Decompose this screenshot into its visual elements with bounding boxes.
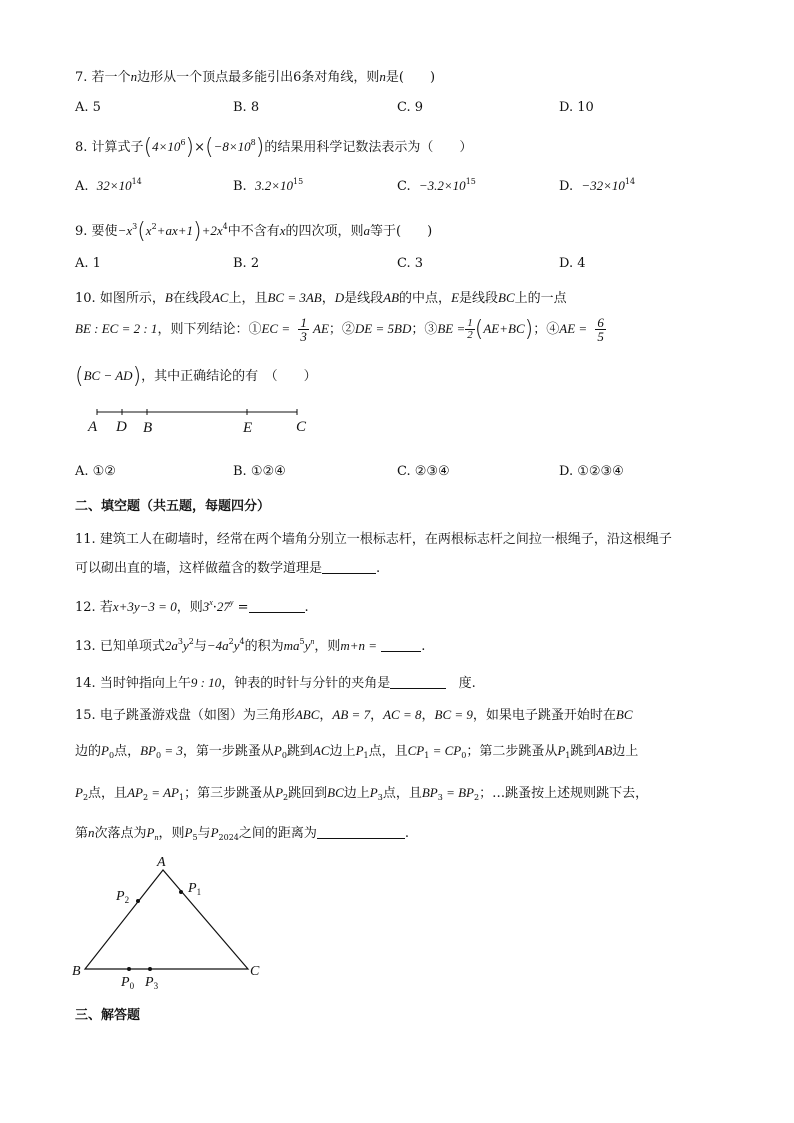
option-value: 3.2×10 bbox=[254, 178, 293, 193]
numerator: 1 bbox=[300, 315, 307, 330]
point-p1: P bbox=[557, 743, 566, 758]
question-text: 当时钟指向上午 bbox=[99, 676, 191, 691]
q8-option-c[interactable] bbox=[397, 178, 476, 194]
answer-blank[interactable] bbox=[322, 561, 376, 574]
point-p2-dot bbox=[136, 899, 140, 903]
question-text: 之间的距离为 bbox=[238, 826, 317, 841]
question-7 bbox=[75, 66, 435, 85]
question-text: ；④ bbox=[533, 322, 560, 337]
question-text: 点，且 bbox=[368, 744, 408, 759]
open-paren: ( bbox=[205, 135, 214, 160]
triangle-diagram bbox=[60, 850, 280, 990]
label-c: C bbox=[296, 419, 307, 435]
label-a: A bbox=[88, 419, 98, 435]
math-expr: +2x bbox=[201, 223, 223, 238]
dot-operator: · bbox=[212, 600, 217, 615]
factor-left: 4×10 bbox=[152, 139, 181, 154]
monomial: ma bbox=[283, 638, 300, 653]
question-text: ， bbox=[319, 708, 333, 723]
question-text: 是线段 bbox=[459, 291, 499, 306]
q7-option-b[interactable]: B. 8 bbox=[233, 100, 260, 115]
question-text: ， bbox=[321, 291, 335, 306]
question-text: 与 bbox=[197, 826, 211, 841]
label-a: A bbox=[157, 855, 166, 870]
question-text: 可以砌出直的墙，这样做蕴含的数学道理是 bbox=[75, 561, 323, 576]
equation: BC = 3AB bbox=[267, 290, 322, 305]
answer-blank[interactable] bbox=[249, 600, 305, 613]
question-text: 的中点， bbox=[399, 291, 452, 306]
variable-n: n bbox=[88, 825, 95, 840]
equation: BC = 9 bbox=[434, 707, 473, 722]
label-e: E bbox=[243, 420, 253, 436]
label-p1 bbox=[187, 881, 201, 897]
question-text: 点，且 bbox=[88, 786, 128, 801]
exponent: x bbox=[209, 598, 213, 607]
question-10-line-2 bbox=[75, 316, 606, 343]
option-value: 32×10 bbox=[96, 178, 132, 193]
close-paren: ) bbox=[132, 364, 142, 389]
expression: m+n = bbox=[340, 638, 378, 653]
question-text: ， bbox=[421, 708, 435, 723]
section-heading-answer: 三、解答题 bbox=[75, 1008, 141, 1023]
question-number: 13. bbox=[75, 639, 96, 654]
q9-option-a[interactable]: A. 1 bbox=[75, 256, 101, 271]
conclusion-4: AE = bbox=[559, 321, 588, 336]
equation: = AP bbox=[148, 785, 179, 800]
question-text: 跳回到 bbox=[288, 786, 328, 801]
question-text: 度. bbox=[458, 676, 476, 691]
conclusion-3: AE+BC bbox=[483, 321, 525, 336]
exponent: n bbox=[310, 637, 315, 646]
point-p5: P bbox=[184, 825, 193, 840]
equation: BP bbox=[140, 743, 156, 758]
times-sign: × bbox=[194, 140, 206, 155]
segment-bc: BC bbox=[615, 707, 633, 722]
subscript: 0 bbox=[461, 751, 467, 760]
exponent: 14 bbox=[131, 177, 142, 186]
question-text: 是( ) bbox=[385, 70, 436, 85]
close-paren: ) bbox=[524, 317, 534, 342]
question-text: ；第三步跳蚤从 bbox=[184, 786, 276, 801]
conclusion-1: EC = bbox=[261, 321, 291, 336]
question-15-line-3 bbox=[75, 782, 648, 801]
denominator: 2 bbox=[467, 329, 473, 341]
subscript: 2 bbox=[142, 793, 149, 802]
segment-ac: AC bbox=[211, 290, 229, 305]
open-paren: ( bbox=[75, 364, 84, 389]
question-text: 在线段 bbox=[172, 291, 212, 306]
point-p1-dot bbox=[179, 890, 183, 894]
punctuation: . bbox=[376, 561, 381, 576]
question-number: 9. bbox=[75, 224, 88, 239]
label-p2 bbox=[115, 889, 129, 905]
q7-option-a[interactable]: A. 5 bbox=[75, 100, 101, 115]
option-label: C. bbox=[397, 179, 411, 194]
question-15-line-4 bbox=[75, 822, 409, 841]
math-expr: 3 bbox=[202, 599, 210, 614]
q9-option-b[interactable]: B. 2 bbox=[233, 256, 260, 271]
q7-option-c[interactable]: C. 9 bbox=[397, 100, 424, 115]
triangle-abc bbox=[85, 870, 248, 969]
question-text: 与 bbox=[193, 639, 207, 654]
subscript: 5 bbox=[192, 833, 198, 842]
open-paren: ( bbox=[474, 317, 484, 342]
subscript: 0 bbox=[108, 751, 115, 760]
equation: = 3 bbox=[161, 743, 183, 758]
question-text: 条对角线，则 bbox=[301, 70, 380, 85]
answer-blank[interactable] bbox=[317, 826, 405, 839]
question-text: 电子跳蚤游戏盘（如图）为三角形 bbox=[99, 708, 295, 723]
segment-ac: AC bbox=[312, 743, 330, 758]
close-paren: ) bbox=[185, 135, 195, 160]
exponent: 3 bbox=[132, 222, 138, 231]
question-text: ，则 bbox=[314, 639, 341, 654]
number: 6 bbox=[293, 70, 302, 85]
question-text: 的结果用科学记数法表示为（ ） bbox=[264, 140, 473, 155]
q10-option-a[interactable]: A. ①② bbox=[75, 464, 116, 479]
answer-blank[interactable] bbox=[390, 676, 446, 689]
variable-a: a bbox=[363, 223, 371, 238]
triangle-name: ABC bbox=[294, 707, 320, 722]
variable-x: x bbox=[279, 223, 286, 238]
fraction bbox=[465, 318, 475, 341]
point-p1: P bbox=[355, 743, 364, 758]
label-c: C bbox=[250, 964, 260, 979]
label-p: P bbox=[188, 881, 197, 896]
equation: BP bbox=[421, 785, 438, 800]
subscript: 3 bbox=[377, 793, 383, 802]
label-b: B bbox=[72, 964, 81, 979]
question-text: ，其中正确结论的有 （ ） bbox=[141, 369, 317, 384]
equation: AP bbox=[127, 785, 143, 800]
equation: x+3y−3 = 0 bbox=[112, 599, 177, 614]
point-p3-dot bbox=[148, 967, 152, 971]
point-p0: P bbox=[101, 743, 109, 758]
q10-option-c[interactable]: C. ②③④ bbox=[397, 464, 450, 479]
time-value: 9 : 10 bbox=[190, 675, 222, 690]
math-expr: x bbox=[145, 223, 152, 238]
question-11-line-2 bbox=[75, 557, 380, 576]
fraction bbox=[595, 316, 606, 343]
label-d: D bbox=[116, 419, 127, 435]
question-text: 计算式子 bbox=[91, 140, 144, 155]
question-number: 12. bbox=[75, 600, 96, 615]
label-b: B bbox=[143, 420, 153, 436]
label-subscript: 1 bbox=[196, 887, 202, 897]
subscript: 2 bbox=[283, 793, 289, 802]
question-text: 边上 bbox=[343, 786, 370, 801]
question-text: 边形从一个顶点最多能引出 bbox=[137, 70, 294, 85]
q8-option-d[interactable] bbox=[559, 178, 635, 194]
question-text: ，如果电子跳蚤开始时在 bbox=[472, 708, 616, 723]
point-p2: P bbox=[75, 785, 83, 800]
question-text: 点，且 bbox=[382, 786, 422, 801]
q7-option-d[interactable]: D. 10 bbox=[559, 100, 594, 115]
equals: = bbox=[237, 600, 249, 615]
question-text: 若 bbox=[99, 600, 113, 615]
question-text: 中不含有 bbox=[227, 224, 280, 239]
exponent: 15 bbox=[292, 177, 304, 186]
question-number: 8. bbox=[75, 140, 88, 155]
conclusion-3: BE = bbox=[437, 321, 466, 336]
point-e: E bbox=[451, 290, 460, 305]
question-12 bbox=[75, 596, 309, 615]
segment-bc: BC bbox=[327, 785, 344, 800]
question-text: 等于( ) bbox=[370, 224, 433, 239]
option-label: B. bbox=[233, 179, 247, 194]
monomial: 2a bbox=[164, 638, 178, 653]
question-number: 15. bbox=[75, 708, 96, 723]
monomial: −4a bbox=[206, 638, 229, 653]
segment-diagram bbox=[80, 400, 320, 440]
point-p0: P bbox=[273, 743, 282, 758]
exponent: 2 bbox=[151, 222, 157, 231]
label-p: P bbox=[121, 975, 130, 990]
question-text: 第 bbox=[75, 826, 89, 841]
exponent: 6 bbox=[180, 138, 186, 147]
punctuation: . bbox=[404, 826, 410, 841]
question-text: 已知单项式 bbox=[99, 639, 165, 654]
open-paren: ( bbox=[137, 219, 146, 244]
label-p3 bbox=[144, 975, 159, 990]
punctuation: . bbox=[304, 600, 309, 615]
fraction bbox=[298, 316, 309, 343]
question-text: ，则 bbox=[176, 600, 203, 615]
monomial: y bbox=[182, 638, 189, 653]
label-subscript: 2 bbox=[124, 895, 130, 905]
subscript: 0 bbox=[155, 751, 162, 760]
question-text: 若一个 bbox=[91, 70, 131, 85]
close-paren: ) bbox=[193, 219, 202, 244]
point-pn: P bbox=[146, 825, 155, 840]
equation: = CP bbox=[429, 743, 462, 758]
subscript: 3 bbox=[437, 793, 443, 802]
question-number: 7. bbox=[75, 70, 88, 85]
question-text: ；② bbox=[328, 322, 355, 337]
point-p2: P bbox=[275, 785, 284, 800]
question-text: 上的一点 bbox=[514, 291, 567, 306]
punctuation: . bbox=[421, 639, 426, 654]
equation: = BP bbox=[442, 785, 474, 800]
exponent: 4 bbox=[222, 222, 228, 231]
exponent: 5 bbox=[299, 637, 305, 646]
question-9 bbox=[75, 219, 433, 244]
question-text: 边上 bbox=[329, 744, 356, 759]
point-d: D bbox=[334, 290, 345, 305]
equation: AB = 7 bbox=[332, 707, 371, 722]
q8-option-b[interactable] bbox=[233, 178, 303, 194]
point-b: B bbox=[164, 290, 173, 305]
question-13 bbox=[75, 635, 425, 654]
question-text: 建筑工人在砌墙时，经常在两个墙角分别立一根标志杆，在两根标志杆之间拉一根绳子，沿这根绳子 bbox=[99, 532, 672, 547]
question-text: 是线段 bbox=[344, 291, 384, 306]
question-text: ，则 bbox=[158, 826, 185, 841]
q8-option-a[interactable] bbox=[75, 178, 142, 194]
option-label: A. bbox=[75, 179, 89, 194]
question-text: 如图所示， bbox=[99, 291, 165, 306]
exponent: 2 bbox=[188, 637, 194, 646]
segment-bc: BC bbox=[498, 290, 515, 305]
segment-ab: AB bbox=[596, 743, 613, 758]
subscript: 1 bbox=[363, 751, 369, 760]
expression: BC − AD bbox=[83, 368, 133, 383]
exponent: 15 bbox=[465, 177, 476, 186]
question-10-line-1 bbox=[75, 287, 567, 306]
open-paren: ( bbox=[143, 135, 153, 160]
question-text: 要使 bbox=[91, 224, 118, 239]
exponent: 4 bbox=[239, 637, 245, 646]
subscript: 2 bbox=[82, 793, 89, 802]
equation: AC = 8 bbox=[383, 707, 422, 722]
equation: CP bbox=[407, 743, 425, 758]
option-value: −3.2×10 bbox=[418, 178, 466, 193]
denominator: 5 bbox=[597, 329, 604, 344]
point-p3: P bbox=[369, 785, 378, 800]
point-p2024: P bbox=[210, 825, 219, 840]
label-subscript: 0 bbox=[129, 981, 135, 990]
question-text: ，钟表的时针与分针的夹角是 bbox=[221, 676, 391, 691]
ratio: BE : EC = 2 : 1 bbox=[75, 321, 158, 336]
section-heading-fill-blank: 二、填空题（共五题，每题四分） bbox=[75, 499, 271, 514]
option-value: −32×10 bbox=[581, 178, 625, 193]
label-p0 bbox=[120, 975, 135, 990]
question-text: 上，且 bbox=[228, 291, 268, 306]
question-number: 11. bbox=[75, 532, 96, 547]
question-text: ；③ bbox=[411, 322, 438, 337]
question-text: ；第二步跳蚤从 bbox=[466, 744, 558, 759]
question-number: 10. bbox=[75, 291, 96, 306]
variable-n: n bbox=[130, 69, 138, 84]
subscript: 1 bbox=[178, 793, 185, 802]
question-text: 跳到 bbox=[286, 744, 313, 759]
numerator: 1 bbox=[467, 317, 473, 329]
math-expr: 27 bbox=[216, 599, 230, 614]
q9-option-c[interactable]: C. 3 bbox=[397, 256, 424, 271]
close-paren: ) bbox=[255, 135, 265, 160]
q10-option-d[interactable]: D. ①②③④ bbox=[559, 464, 624, 479]
subscript: 2024 bbox=[218, 833, 239, 842]
point-p0-dot bbox=[127, 967, 131, 971]
question-10-line-3 bbox=[75, 364, 317, 389]
q9-option-d[interactable]: D. 4 bbox=[559, 256, 586, 271]
question-text: 次落点为 bbox=[94, 826, 147, 841]
question-15-line-1 bbox=[75, 704, 633, 723]
conclusion-1: AE bbox=[313, 321, 329, 336]
monomial: y bbox=[304, 638, 311, 653]
question-text: 的积为 bbox=[244, 639, 284, 654]
option-label: D. bbox=[559, 179, 574, 194]
q10-option-b[interactable]: B. ①②④ bbox=[233, 464, 286, 479]
question-number: 14. bbox=[75, 676, 96, 691]
question-text: 跳到 bbox=[570, 744, 597, 759]
question-text: 的四次项，则 bbox=[285, 224, 364, 239]
conclusion-2: DE = 5BD bbox=[354, 321, 412, 336]
subscript: 1 bbox=[424, 751, 430, 760]
label-p: P bbox=[116, 889, 125, 904]
answer-blank[interactable] bbox=[381, 639, 421, 652]
question-text: ，第一步跳蚤从 bbox=[182, 744, 274, 759]
question-8 bbox=[75, 135, 473, 160]
question-text: ；…跳蚤按上述规则跳下去， bbox=[479, 786, 649, 801]
denominator: 3 bbox=[300, 329, 307, 344]
subscript: 0 bbox=[281, 751, 287, 760]
exponent: 2 bbox=[228, 637, 234, 646]
question-11-line-1 bbox=[75, 528, 672, 547]
math-expr: +ax+1 bbox=[156, 223, 193, 238]
subscript: n bbox=[154, 833, 159, 842]
label-p: P bbox=[145, 975, 154, 990]
segment-ab: AB bbox=[383, 290, 400, 305]
label-subscript: 3 bbox=[153, 981, 159, 990]
factor-right: −8×10 bbox=[213, 139, 251, 154]
question-text: ， bbox=[370, 708, 384, 723]
subscript: 2 bbox=[473, 793, 480, 802]
exponent: 14 bbox=[624, 177, 636, 186]
variable-n: n bbox=[379, 69, 386, 84]
question-text: 边上 bbox=[612, 744, 639, 759]
question-14 bbox=[75, 672, 476, 691]
monomial: y bbox=[233, 638, 240, 653]
exponent: 8 bbox=[250, 138, 256, 147]
exponent: 3 bbox=[177, 637, 183, 646]
numerator: 6 bbox=[597, 315, 604, 330]
question-15-line-2 bbox=[75, 740, 638, 759]
subscript: 1 bbox=[565, 751, 571, 760]
question-text: ，则下列结论：① bbox=[157, 322, 262, 337]
question-text: 点， bbox=[114, 744, 141, 759]
exponent: y bbox=[229, 598, 234, 607]
question-text: 边的 bbox=[75, 744, 102, 759]
math-expr: −x bbox=[117, 223, 133, 238]
